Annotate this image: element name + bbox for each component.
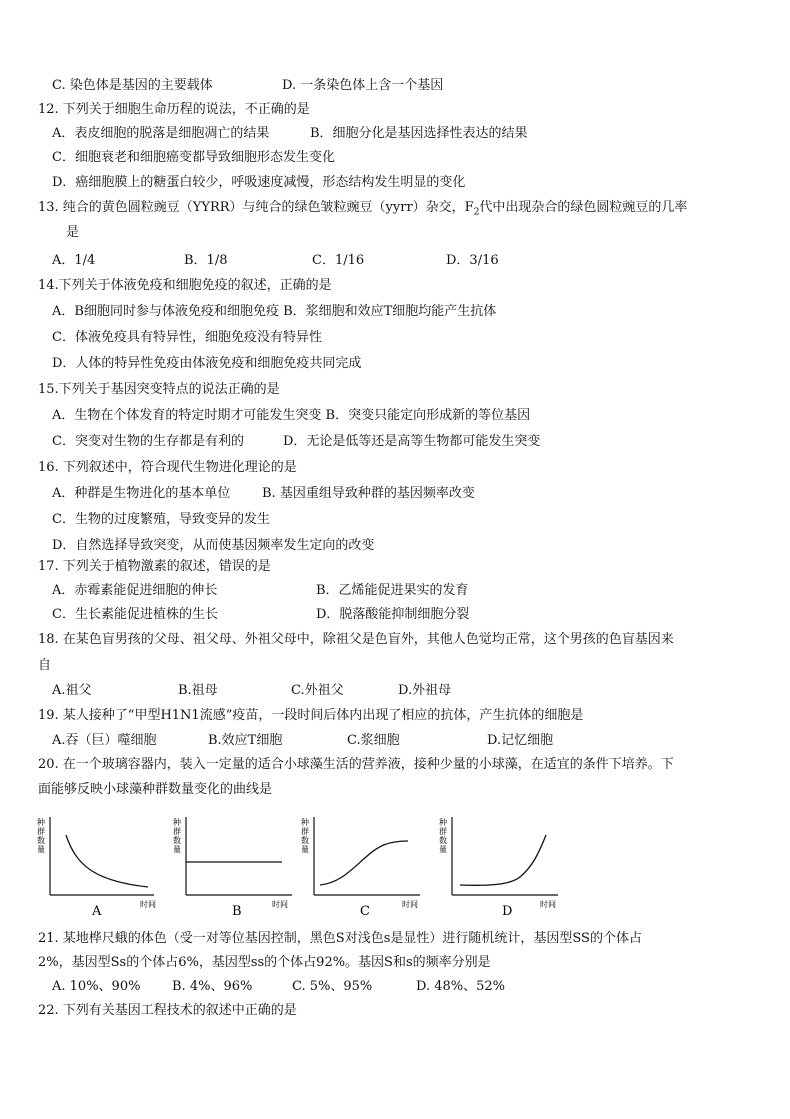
q21-options <box>52 978 505 996</box>
q13-stem-subscript: 2 <box>473 207 480 218</box>
figure-c-ylabel-3: 数 <box>301 836 309 845</box>
q20-stem-cont: 面能够反映小球藻种群数量变化的曲线是 <box>38 782 273 797</box>
figure-c-curve <box>320 841 408 885</box>
q18-option-d: D.外祖母 <box>398 683 452 698</box>
q16-option-d: D．自然选择导致突变，从而使基因频率发生定向的改变 <box>52 538 375 553</box>
q15-options-ab: A．生物在个体发育的特定时期才可能发生突变 B．突变只能定向形成新的等位基因 <box>52 408 531 423</box>
q19-stem: 19. 某人接种了“甲型H1N1流感”疫苗，一段时间后体内出现了相应的抗体，产生抗体的细胞是 <box>38 708 584 723</box>
figure-c-xlabel: 时间 <box>402 900 418 909</box>
figure-b-xlabel: 时间 <box>272 900 288 909</box>
q19-options <box>52 732 553 750</box>
q16-stem: 16. 下列叙述中，符合现代生物进化理论的是 <box>38 460 297 475</box>
q18-options <box>52 682 451 700</box>
figure-a <box>36 815 156 920</box>
figure-d-xlabel: 时间 <box>540 900 556 909</box>
q19-option-d: D.记忆细胞 <box>487 733 554 748</box>
q22-stem: 22. 下列有关基因工程技术的叙述中正确的是 <box>38 1003 297 1018</box>
q15-option-d: D．无论是低等还是高等生物都可能发生突变 <box>283 434 541 449</box>
q15-option-c: C．突变对生物的生存都是有利的 <box>52 434 244 449</box>
figure-a-ylabel-2: 群 <box>37 827 45 836</box>
figure-d <box>438 815 562 920</box>
q11-options-cd <box>52 77 443 95</box>
q21-stem: 21. 某地桦尺蛾的体色（受一对等位基因控制，黑色S对浅色s是显性）进行随机统计，基因型SS的个体占 <box>38 931 642 946</box>
figure-a-ylabel-4: 量 <box>37 845 45 854</box>
figure-c <box>300 815 424 920</box>
figure-b <box>172 815 296 920</box>
q17-option-b: B．乙烯能促进果实的发育 <box>316 583 469 598</box>
q17-options-ab <box>52 582 469 600</box>
figure-c-ylabel-1: 种 <box>301 818 309 827</box>
figure-b-ylabel-2: 群 <box>173 827 181 836</box>
figure-d-ylabel-1: 种 <box>439 818 447 827</box>
q21-stem-cont: 2%，基因型Ss的个体占6%，基因型ss的个体占92%。基因S和s的频率分别是 <box>38 955 491 970</box>
figure-a-label: A <box>92 904 102 919</box>
q16-option-b: B. 基因重组导致种群的基因频率改变 <box>262 486 475 501</box>
figure-a-ylabel-1: 种 <box>37 818 45 827</box>
q13-options <box>52 252 499 270</box>
q20-stem: 20. 在一个玻璃容器内，装入一定量的适合小球藻生活的营养液，接种少量的小球藻，在适宜的条件下培养。下 <box>38 757 674 772</box>
q17-stem: 17. 下列关于植物激素的叙述，错误的是 <box>38 559 271 574</box>
q16-option-c: C．生物的过度繁殖，导致变异的发生 <box>52 512 270 527</box>
q13-option-d: D．3/16 <box>446 253 499 268</box>
figure-a-ylabel-3: 数 <box>37 836 45 845</box>
q12-option-a: A．表皮细胞的脱落是细胞凋亡的结果 <box>52 126 270 141</box>
q13-stem-text-2: 代中出现杂合的绿色圆粒豌豆的几率 <box>479 200 688 215</box>
figure-b-ylabel-3: 数 <box>173 836 181 845</box>
q13-stem <box>38 199 687 222</box>
q19-option-a: A.吞（巨）噬细胞 <box>52 733 157 748</box>
figure-d-ylabel-2: 群 <box>439 827 447 836</box>
q12-option-c: C．细胞衰老和细胞癌变都导致细胞形态发生变化 <box>52 150 335 165</box>
figure-b-ylabel-1: 种 <box>173 818 181 827</box>
figure-c-ylabel-4: 量 <box>301 845 309 854</box>
q14-options-ab: A．B细胞同时参与体液免疫和细胞免疫 B．浆细胞和效应T细胞均能产生抗体 <box>52 304 497 319</box>
q15-stem: 15.下列关于基因突变特点的说法正确的是 <box>38 382 280 397</box>
q18-stem-cont: 自 <box>38 658 52 673</box>
q13-stem-text: 13. 纯合的黄色圆粒豌豆（YYRR）与纯合的绿色皱粒豌豆（yyrr）杂交，F <box>38 200 474 215</box>
figure-d-label: D <box>502 904 513 919</box>
figure-d-curve <box>460 835 546 885</box>
q17-options-cd <box>52 606 469 624</box>
figure-d-ylabel-3: 数 <box>439 836 447 845</box>
figure-b-label: B <box>232 904 242 919</box>
q18-option-c: C.外祖父 <box>291 683 344 698</box>
figure-b-ylabel-4: 量 <box>173 845 181 854</box>
q14-stem: 14.下列关于体液免疫和细胞免疫的叙述，正确的是 <box>38 278 332 293</box>
q17-option-c: C．生长素能促进植株的生长 <box>52 607 218 622</box>
q18-option-b: B.祖母 <box>178 683 218 698</box>
q11-option-d: D. 一条染色体上含一个基因 <box>282 78 444 93</box>
q21-option-c: C. 5%、95% <box>292 979 373 994</box>
q16-option-a: A．种群是生物进化的基本单位 <box>52 486 231 501</box>
q16-options-ab <box>52 485 475 503</box>
q13-option-b: B．1/8 <box>184 253 228 268</box>
figure-a-curve <box>66 835 148 887</box>
q13-stem-cont: 是 <box>66 225 80 240</box>
q18-stem: 18. 在某色盲男孩的父母、祖父母、外祖父母中，除祖父是色盲外，其他人色觉均正常，这个男孩的色盲基因来 <box>38 632 674 647</box>
q21-option-b: B. 4%、96% <box>172 979 253 994</box>
figure-d-ylabel-4: 量 <box>439 845 447 854</box>
q14-option-d: D．人体的特异性免疫由体液免疫和细胞免疫共同完成 <box>52 356 362 371</box>
q18-option-a: A.祖父 <box>52 683 92 698</box>
q21-option-a: A. 10%、90% <box>52 979 141 994</box>
q11-option-c: C. 染色体是基因的主要载体 <box>52 78 213 93</box>
q17-option-d: D．脱落酸能抑制细胞分裂 <box>316 607 470 622</box>
q17-option-a: A．赤霉素能促进细胞的伸长 <box>52 583 218 598</box>
q21-option-d: D. 48%、52% <box>416 979 506 994</box>
figure-c-ylabel-2: 群 <box>301 827 309 836</box>
q13-option-c: C．1/16 <box>312 253 365 268</box>
figure-c-label: C <box>360 904 370 919</box>
q15-options-cd <box>52 433 540 451</box>
q13-option-a: A．1/4 <box>52 253 96 268</box>
q19-option-b: B.效应T细胞 <box>208 733 283 748</box>
q12-options-ab <box>52 125 528 143</box>
q12-option-b: B．细胞分化是基因选择性表达的结果 <box>310 126 528 141</box>
q14-option-c: C．体液免疫具有特异性，细胞免疫没有特异性 <box>52 330 322 345</box>
figure-a-xlabel: 时间 <box>140 900 156 909</box>
q19-option-c: C.浆细胞 <box>347 733 400 748</box>
q12-option-d: D．癌细胞膜上的糖蛋白较少，呼吸速度减慢，形态结构发生明显的变化 <box>52 175 466 190</box>
q12-stem: 12. 下列关于细胞生命历程的说法，不正确的是 <box>38 102 310 117</box>
